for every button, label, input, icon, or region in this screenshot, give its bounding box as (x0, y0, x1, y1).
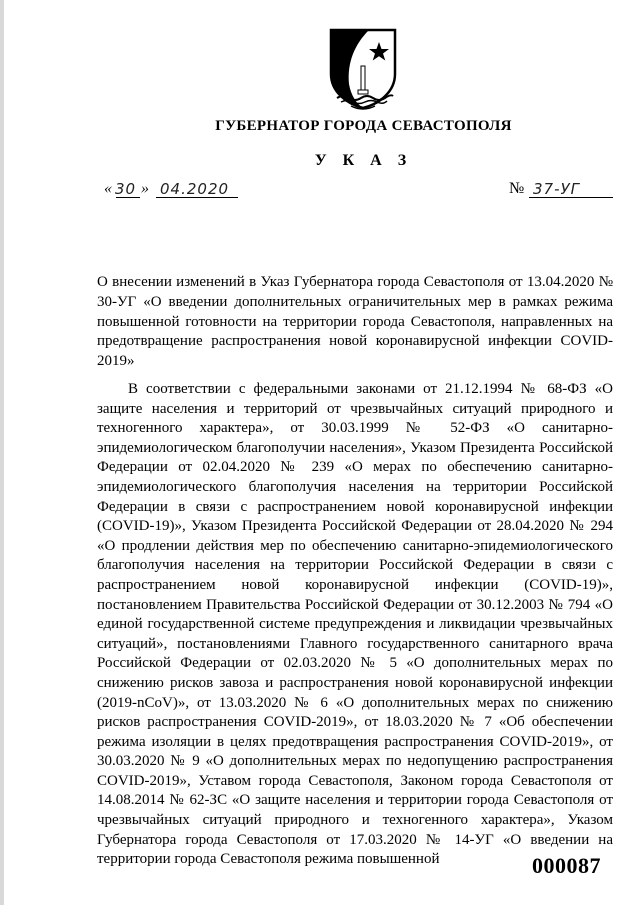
decree-number (509, 180, 613, 200)
sevastopol-coat-of-arms-icon (327, 26, 399, 110)
number-sign: № (509, 180, 525, 197)
date-day: 30 (115, 180, 137, 198)
date-underline (156, 197, 238, 198)
decree-preamble: В соответствии с федеральными законами от 21.12.1994 № 68-ФЗ «О защите населения и территорий от чрезвычайных ситуаций природного и техногенного характера», от 30.03.1999 № 52-ФЗ «О санитарно-эпидемиологическом благополучии населения», Указом Президента Российской Федерации от 02.04.2020 № 239 «О мерах по обеспечению санитарно-эпидемиологического благополучия населения на территории Российской Федерации в связи с распространением новой коронавирусной инфекции (COVID-19)», Указом Президента Российской Федерации от 28.04.2020 № 294 «О продлении действия мер по обеспечению санитарно-эпидемиологического благополучия населения на территории Российской Федерации в связи с распространением новой коронавирусной инфекции (COVID-19)», постановлением Правительства Российской Федерации от 30.12.2003 № 794 «О единой государственной системе предупреждения и ликвидации чрезвычайных ситуаций», постановлениями Главного государственного санитарного врача Российской Федерации от 02.03.2020 № 5 «О дополнительных мерах по снижению рисков завоза и распространения новой коронавирусной инфекции (2019-nCoV)», от 13.03.2020 № 6 «О дополнительных мерах по снижению рисков распространения COVID-2019», от 18.03.2020 № 7 «Об обеспечении режима изоляции в целях предотвращения распространения COVID-2019», от 30.03.2020 № 9 «О дополнительных мерах по недопущению распространения COVID-2019», Уставом города Севастополя, Законом города Севастополя от 14.08.2014 № 62-ЗС «О защите населения и территории города Севастополя от чрезвычайных ситуаций природного и техногенного характера», Указом Губернатора города Севастополя от 17.03.2020 № 14-УГ «О введении на территории города Севастополя режима повышенной (97, 381, 613, 868)
number-underline (529, 197, 613, 198)
date-open-quote: « (104, 180, 112, 197)
sheet-serial-number: 000087 (532, 853, 601, 878)
decree-subject: О внесении изменений в Указ Губернатора города Севастополя от 13.04.2020 № 30-УГ «О введении дополнительных ограничительных мер в рамках режима повышенной готовности на территории города Севастополя, направленных на предотвращение распространения новой коронавирусной инфекции COVID-2019» (97, 274, 613, 370)
decree-date (104, 180, 238, 200)
issuer-title: ГУБЕРНАТОР ГОРОДА СЕВАСТОПОЛЯ (215, 118, 512, 134)
date-close-quote: » (141, 180, 149, 197)
date-month-year: 04.2020 (160, 180, 230, 198)
scan-edge-mark (0, 0, 4, 905)
number-value: 37-УГ (533, 180, 580, 198)
document-type-title: У К А З (314, 152, 413, 169)
date-day-underline (116, 197, 140, 198)
